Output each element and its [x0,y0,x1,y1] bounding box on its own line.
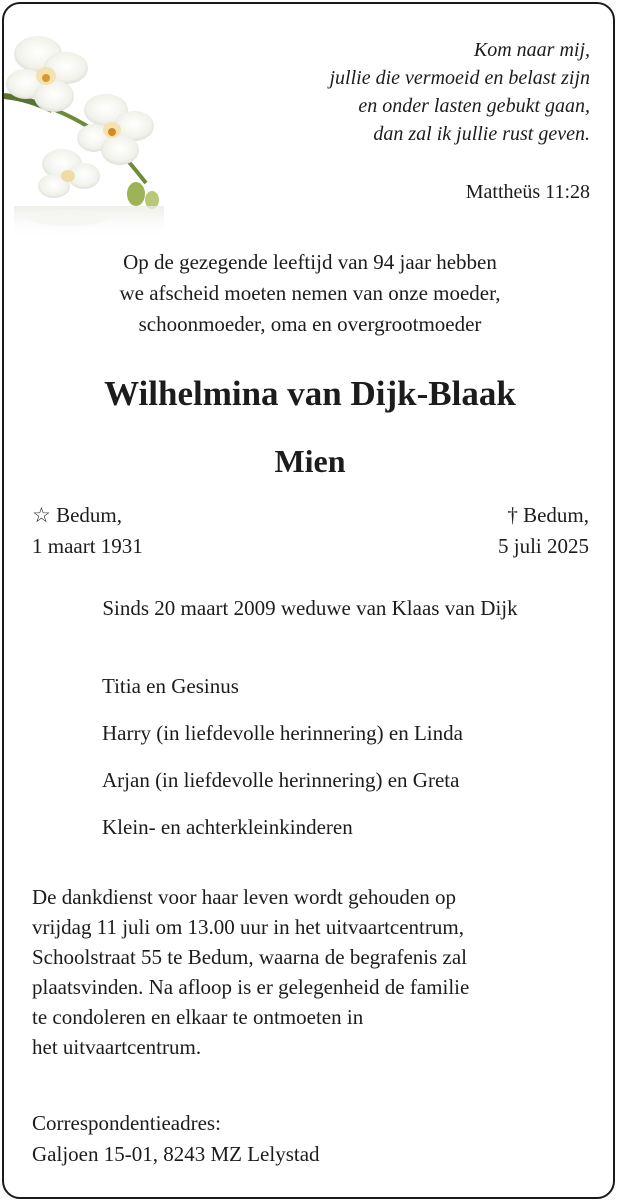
service-line: Schoolstraat 55 te Bedum, waarna de begrafenis zal [32,945,468,969]
birth-info [32,500,143,562]
family-member: Klein- en achterkleinkinderen [102,815,353,839]
intro-line: schoonmoeder, oma en overgrootmoeder [138,312,482,336]
verse-line: dan zal ik jullie rust geven. [373,123,590,145]
service-line: plaatsvinden. Na afloop is er gelegenheid de familie [32,975,470,999]
verse-line: jullie die vermoeid en belast zijn [329,67,590,89]
intro-text [0,247,620,340]
service-line: De dankdienst voor haar leven wordt gehouden op [32,885,456,909]
correspondence-label: Correspondentieadres: [32,1111,221,1135]
intro-line: we afscheid moeten nemen van onze moeder, [119,281,501,305]
star-icon: ☆ [32,503,51,527]
birth-place: Bedum, [56,503,122,527]
verse-line: Kom naar mij, [473,39,590,61]
family-member: Titia en Gesinus [102,674,239,698]
bible-verse [330,36,591,148]
service-line: vrijdag 11 juli om 13.00 uur in het uitvaartcentrum, [32,915,464,939]
family-list [102,671,463,859]
family-member: Arjan (in liefdevolle herinnering) en Greta [102,768,460,792]
service-details [32,882,469,1062]
service-line: te condoleren en elkaar te ontmoeten in [32,1005,364,1029]
death-info [498,500,589,562]
family-member: Harry (in liefdevolle herinnering) en Linda [102,721,463,745]
verse-reference: Mattheüs 11:28 [465,181,590,203]
correspondence-address [32,1108,320,1170]
widow-line: Sinds 20 maart 2009 weduwe van Klaas van Dijk [102,596,518,620]
deceased-name: Wilhelmina van Dijk-Blaak [104,374,516,413]
correspondence-street: Galjoen 15-01, 8243 MZ Lelystad [32,1142,320,1166]
death-date: 5 juli 2025 [497,534,589,558]
verse-line: en onder lasten gebukt gaan, [358,95,590,117]
death-place: Bedum, [523,503,589,527]
cross-icon: † [507,503,518,527]
orchid-image [4,18,169,240]
service-line: het uitvaartcentrum. [32,1035,202,1059]
deceased-nickname: Mien [274,443,346,479]
intro-line: Op de gezegende leeftijd van 94 jaar hebben [123,250,497,274]
birth-date: 1 maart 1931 [32,534,143,558]
